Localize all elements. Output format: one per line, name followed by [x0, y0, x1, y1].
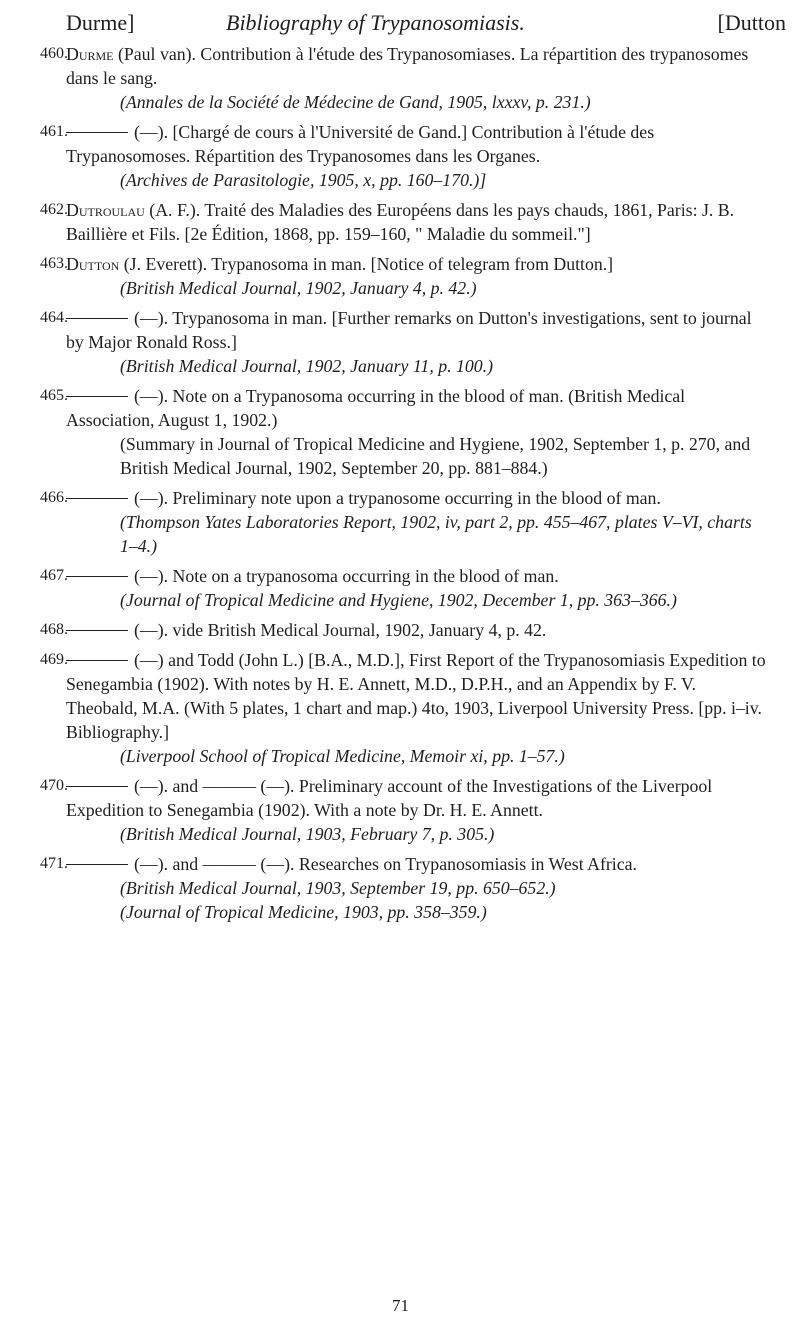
entry-text: (Paul van). Contribution à l'étude des Trypanosomiases. La répartition des trypanosomes dans le sang. — [66, 44, 749, 88]
entry-462 — [0, 198, 801, 246]
entry-number: 466. — [40, 489, 68, 506]
ditto-rule — [66, 864, 128, 865]
entry-469 — [0, 648, 801, 768]
entry-471 — [0, 852, 801, 924]
running-head-left: Durme] — [66, 10, 135, 35]
entry-author: Dutton — [66, 254, 120, 274]
entry-number: 471. — [40, 855, 68, 872]
ditto-rule — [66, 630, 128, 631]
entry-source: (Thompson Yates Laboratories Report, 1902, iv, part 2, pp. 455–467, plates V–VI, charts 1–4.) — [120, 512, 752, 556]
entry-source: (Annales de la Société de Médecine de Gand, 1905, lxxxv, p. 231.) — [120, 92, 591, 112]
entry-text: (—) and Todd (John L.) [B.A., M.D.], First Report of the Trypanosomiasis Expedition to Senegambia (1902). With notes by H. E. Annett, M.D., D.P.H., and an Appendix by F. V. Theobald, M.A. (With 5 plates, 1 chart and map.) 4to, 1903, Liverpool University Press. [pp. i–iv. Bibliography.] — [66, 650, 766, 742]
entry-text: (—). vide British Medical Journal, 1902, January 4, p. 42. — [134, 620, 547, 640]
entry-text: (—). Note on a Trypanosoma occurring in the blood of man. (British Medical Association, August 1, 1902.) — [66, 386, 686, 430]
entry-number: 461. — [40, 123, 68, 140]
entry-source: (British Medical Journal, 1902, January 11, p. 100.) — [120, 356, 494, 376]
entry-source: (Liverpool School of Tropical Medicine, Memoir xi, pp. 1–57.) — [120, 746, 565, 766]
running-head-right: [Dutton — [717, 10, 786, 35]
entry-source-secondary: (Journal of Tropical Medicine, 1903, pp. 358–359.) — [120, 902, 487, 922]
entry-464 — [0, 306, 801, 378]
entry-text: (J. Everett). Trypanosoma in man. [Notice of telegram from Dutton.] — [119, 254, 614, 274]
entry-number: 470. — [40, 777, 68, 794]
ditto-rule — [66, 396, 128, 397]
entry-number: 469. — [40, 651, 68, 668]
entry-number: 465. — [40, 387, 68, 404]
entry-466 — [0, 486, 801, 558]
page-number: 71 — [392, 1296, 409, 1315]
entry-467 — [0, 564, 801, 612]
entry-source: (British Medical Journal, 1903, September 19, pp. 650–652.) — [120, 878, 556, 898]
entry-text: (—). Trypanosoma in man. [Further remarks on Dutton's investigations, sent to journal by Major Ronald Ross.] — [66, 308, 752, 352]
entry-text: (—). and ——— (—). Preliminary account of the Investigations of the Liverpool Expedition to Senegambia (1902). With a note by Dr. H. E. Annett. — [66, 776, 713, 820]
ditto-rule — [66, 576, 128, 577]
bibliography-entries — [0, 42, 801, 930]
entry-text: (—). Preliminary note upon a trypanosome occurring in the blood of man. — [134, 488, 661, 508]
entry-number: 467. — [40, 567, 68, 584]
ditto-rule — [66, 132, 128, 133]
entry-source: (British Medical Journal, 1902, January 4, p. 42.) — [120, 278, 477, 298]
entry-468 — [0, 618, 801, 642]
entry-source: (Archives de Parasitologie, 1905, x, pp. 160–170.)] — [120, 170, 487, 190]
entry-460 — [0, 42, 801, 114]
entry-465 — [0, 384, 801, 480]
entry-source: (Summary in Journal of Tropical Medicine and Hygiene, 1902, September 1, p. 270, and British Medical Journal, 1902, September 20, pp. 881–884.) — [120, 434, 751, 478]
ditto-rule — [66, 660, 128, 661]
entry-number: 463. — [40, 255, 68, 272]
entry-461 — [0, 120, 801, 192]
entry-text: (—). [Chargé de cours à l'Université de Gand.] Contribution à l'étude des Trypanosomoses. Répartition des Trypanosomes dans les Organes. — [66, 122, 655, 166]
entry-text: (A. F.). Traité des Maladies des Européens dans les pays chauds, 1861, Paris: J. B. Baillière et Fils. [2e Édition, 1868, pp. 159–160, " Maladie du sommeil."] — [66, 200, 735, 244]
entry-source: (Journal of Tropical Medicine and Hygiene, 1902, December 1, pp. 363–366.) — [120, 590, 677, 610]
running-head — [66, 6, 786, 40]
entry-source: (British Medical Journal, 1903, February 7, p. 305.) — [120, 824, 495, 844]
entry-author: Durme — [66, 44, 114, 64]
entry-number: 464. — [40, 309, 68, 326]
entry-number: 460. — [40, 45, 68, 62]
entry-text: (—). Note on a trypanosoma occurring in the blood of man. — [134, 566, 559, 586]
entry-463 — [0, 252, 801, 300]
entry-text: (—). and ——— (—). Researches on Trypanosomiasis in West Africa. — [134, 854, 637, 874]
entry-number: 462. — [40, 201, 68, 218]
entry-author: Dutroulau — [66, 200, 145, 220]
ditto-rule — [66, 498, 128, 499]
entry-number: 468. — [40, 621, 68, 638]
ditto-rule — [66, 786, 128, 787]
entry-470 — [0, 774, 801, 846]
ditto-rule — [66, 318, 128, 319]
running-head-title: Bibliography of Trypanosomiasis. — [226, 10, 525, 35]
